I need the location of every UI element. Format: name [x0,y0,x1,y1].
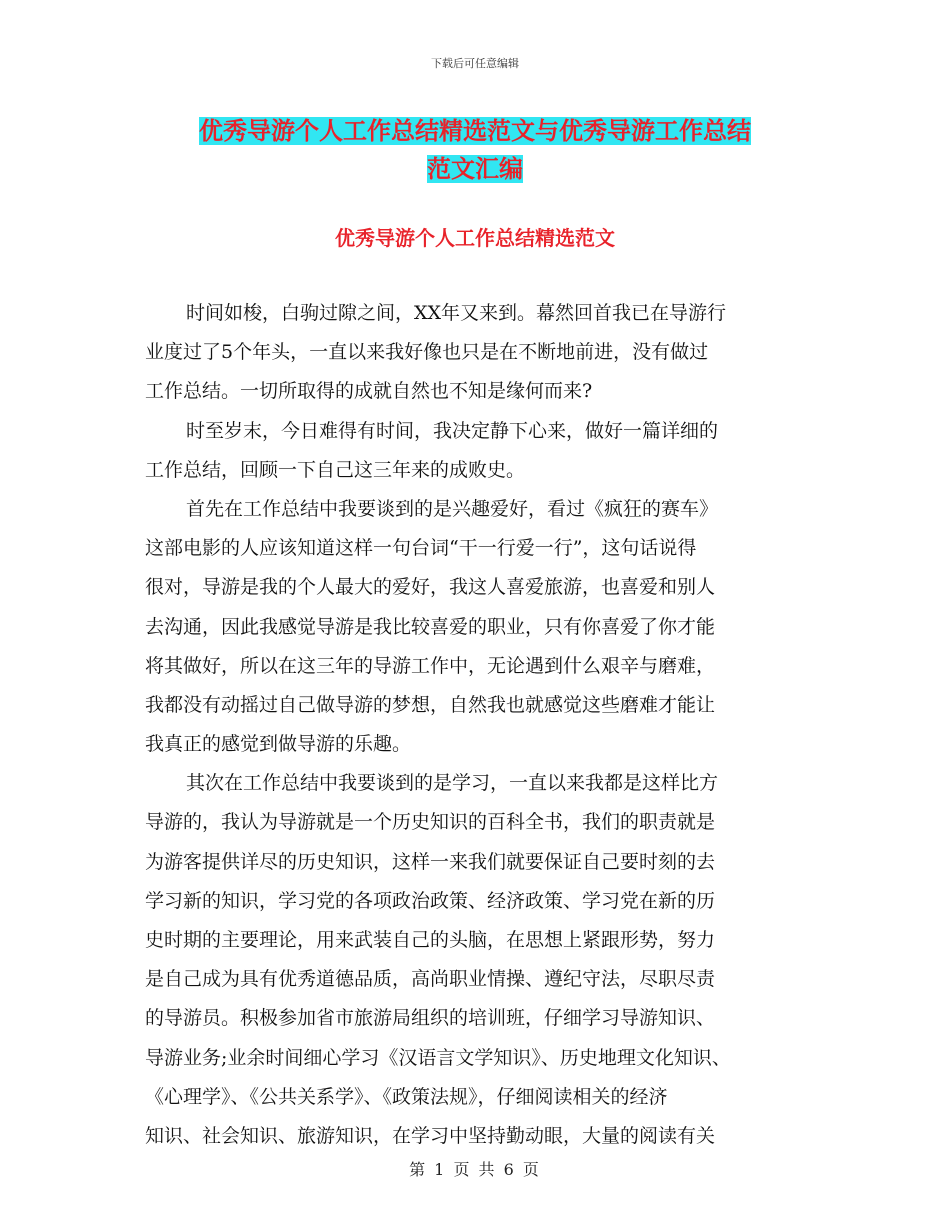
body-line: 去沟通，因此我感觉导游是我比较喜爱的职业，只有你喜爱了你才能 [145,615,716,638]
document-title-line-2: 范文汇编 [427,155,523,183]
header-note: 下载后可任意编辑 [431,57,519,70]
body-line: 时间如梭，白驹过隙之间，XX年又来到。幕然回首我已在导游行 [186,302,727,324]
body-line: 将其做好，所以在这三年的导游工作中，无论遇到什么艰辛与磨难， [145,654,716,677]
body-line: 《心理学》、《公共关系学》、《政策法规》，仔细阅读相关的经济 [145,1085,668,1108]
body-line: 知识、社会知识、旅游知识，在学习中坚持勤动眼，大量的阅读有关 [145,1124,716,1147]
body-line: 工作总结，回顾一下自己这三年来的成败史。 [145,458,526,481]
document-title-line-1: 优秀导游个人工作总结精选范文与优秀导游工作总结 [199,117,751,145]
body-line: 其次在工作总结中我要谈到的是学习，一直以来我都是这样比方 [186,772,719,795]
body-line: 我真正的感觉到做导游的乐趣。 [145,733,412,756]
body-line: 的导游员。积极参加省市旅游局组织的培训班，仔细学习导游知识、 [145,1007,716,1030]
section-title: 优秀导游个人工作总结精选范文 [335,226,615,250]
body-line: 很对，导游是我的个人最大的爱好，我这人喜爱旅游，也喜爱和别人 [145,576,716,599]
body-line: 我都没有动摇过自己做导游的梦想，自然我也就感觉这些磨难才能让 [145,693,716,716]
body-line: 是自己成为具有优秀道德品质，高尚职业情操、遵纪守法，尽职尽责 [145,968,716,991]
body-line: 工作总结。一切所取得的成就自然也不知是缘何而来? [145,380,593,403]
body-line: 学习新的知识，学习党的各项政治政策、经济政策、学习党在新的历 [145,889,716,912]
page-footer: 第 1 页 共 6 页 [409,1160,541,1179]
body-text [145,294,815,1156]
body-line: 为游客提供详尽的历史知识，这样一来我们就要保证自己要时刻的去 [145,850,716,873]
body-line: 这部电影的人应该知道这样一句台词“干一行爱一行”，这句话说得 [145,537,697,560]
document-title [0,112,950,188]
body-line: 首先在工作总结中我要谈到的是兴趣爱好，看过《疯狂的赛车》 [186,497,719,520]
body-line: 业度过了5个年头，一直以来我好像也只是在不断地前进，没有做过 [145,341,709,364]
body-line: 导游业务;业余时间细心学习《汉语言文学知识》、历史地理文化知识、 [145,1046,731,1069]
body-line: 史时期的主要理论，用来武装自己的头脑，在思想上紧跟形势，努力 [145,929,716,951]
body-line: 导游的，我认为导游就是一个历史知识的百科全书，我们的职责就是 [145,811,716,834]
body-line: 时至岁末，今日难得有时间，我决定静下心来，做好一篇详细的 [186,419,719,442]
